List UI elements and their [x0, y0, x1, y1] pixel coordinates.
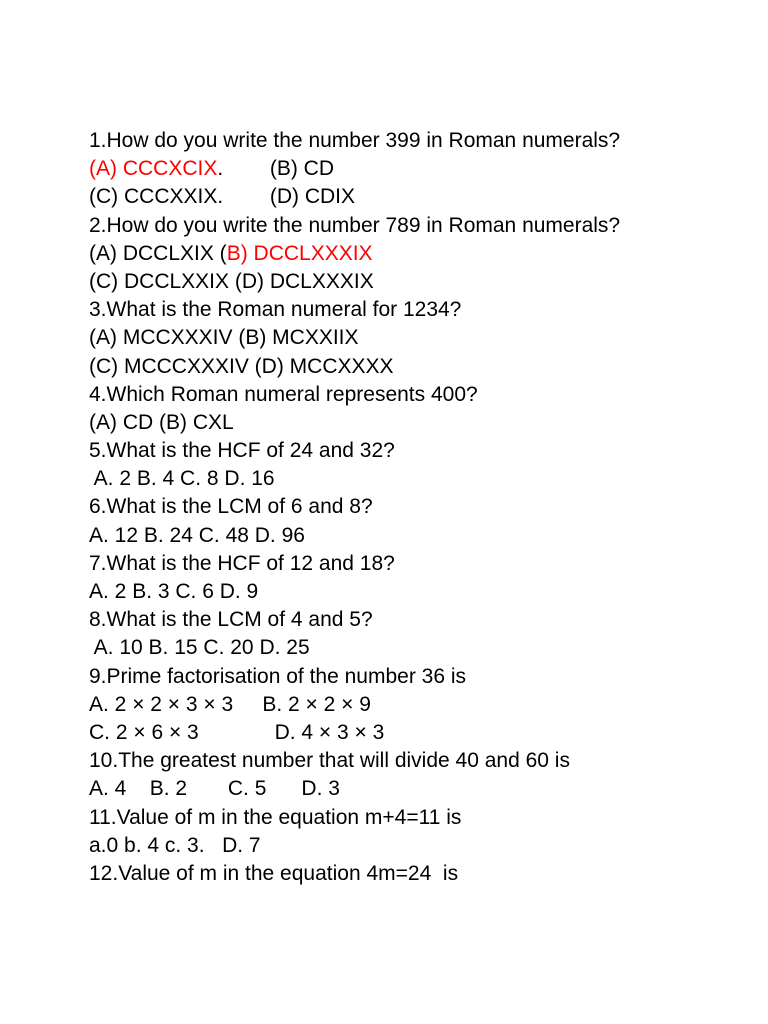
question-9-options-ab: A. 2 × 2 × 3 × 3 B. 2 × 2 × 9	[89, 692, 371, 716]
question-11-options: a.0 b. 4 c. 3. D. 7	[89, 833, 261, 857]
question-2-options-cd: (C) DCCLXXIX (D) DCLXXXIX	[89, 269, 374, 293]
question-9-options-cd: C. 2 × 6 × 3 D. 4 × 3 × 3	[89, 720, 385, 744]
question-4: 4.Which Roman numeral represents 400?	[89, 382, 478, 406]
question-5: 5.What is the HCF of 24 and 32?	[89, 439, 395, 463]
answer-highlight: (A) CCCXCIX	[89, 157, 218, 181]
question-4-options: (A) CD (B) CXL	[89, 410, 234, 434]
option-text: (A) DCCLXIX (	[89, 241, 227, 265]
question-1-options-cd: (C) CCCXXIX. (D) CDIX	[89, 185, 356, 209]
question-1: 1.How do you write the number 399 in Roman numerals?	[89, 129, 621, 152]
question-6: 6.What is the LCM of 6 and 8?	[89, 495, 373, 519]
question-6-options: A. 12 B. 24 C. 48 D. 96	[89, 523, 305, 547]
question-3-options-ab: (A) MCCXXXIV (B) MCXXIIX	[89, 326, 359, 350]
quiz-document	[89, 127, 749, 888]
question-12: 12.Value of m in the equation 4m=24 is	[89, 861, 459, 885]
question-3: 3.What is the Roman numeral for 1234?	[89, 298, 462, 322]
question-7: 7.What is the HCF of 12 and 18?	[89, 551, 395, 575]
question-2-options-ab	[89, 240, 749, 268]
question-10: 10.The greatest number that will divide 40 and 60 is	[89, 749, 570, 773]
question-8: 8.What is the LCM of 4 and 5?	[89, 608, 373, 632]
question-5-options: A. 2 B. 4 C. 8 D. 16	[89, 467, 275, 491]
question-9: 9.Prime factorisation of the number 36 is	[89, 664, 467, 688]
question-1-options-ab	[89, 155, 749, 183]
question-3-options-cd: (C) MCCCXXXIV (D) MCCXXXX	[89, 354, 394, 378]
question-8-options: A. 10 B. 15 C. 20 D. 25	[89, 636, 310, 660]
question-10-options: A. 4 B. 2 C. 5 D. 3	[89, 777, 340, 801]
question-11: 11.Value of m in the equation m+4=11 is	[89, 805, 462, 829]
answer-highlight: B) DCCLXXXIX	[226, 241, 373, 265]
question-7-options: A. 2 B. 3 C. 6 D. 9	[89, 580, 259, 603]
question-2: 2.How do you write the number 789 in Roman numerals?	[89, 213, 621, 237]
option-text: . (B) CD	[217, 157, 335, 181]
